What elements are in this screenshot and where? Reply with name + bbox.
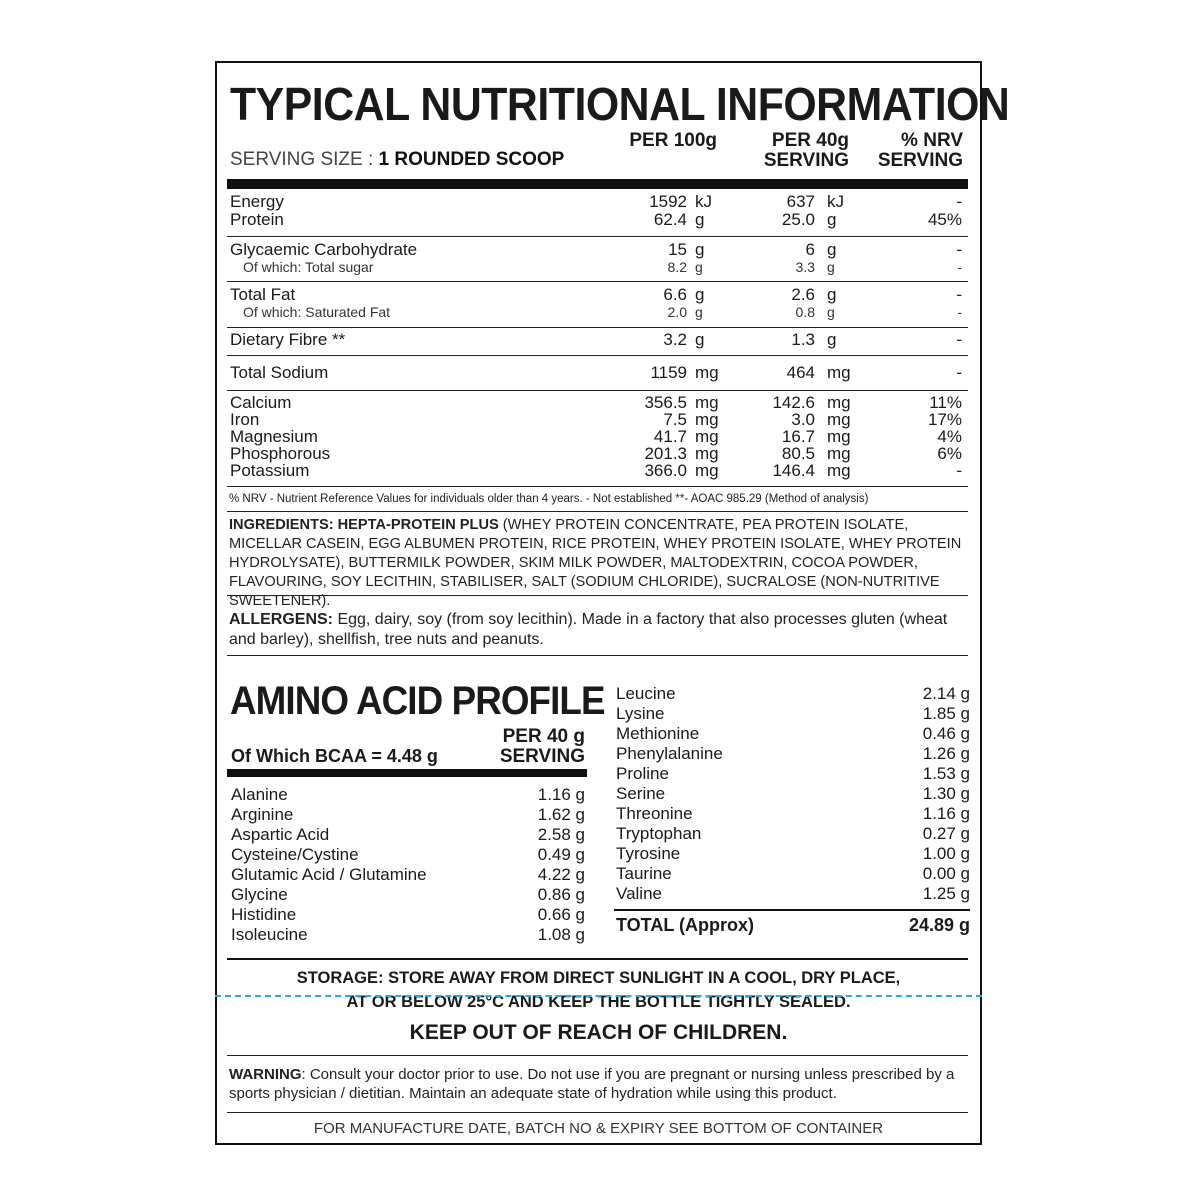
- amino-acid-value: 1.53 g: [922, 764, 970, 783]
- nutrition-nrv-cell: -: [956, 285, 962, 304]
- nutrition-u40-cell: g: [827, 330, 837, 349]
- nutrition-v100-cell: 6.6: [663, 285, 687, 304]
- amino-acid-name: Isoleucine: [231, 925, 308, 944]
- amino-acid-name: Tryptophan: [616, 824, 702, 843]
- serving-size-label: SERVING SIZE :: [230, 149, 374, 170]
- nutrition-u100-cell: mg: [695, 461, 719, 480]
- nutrition-u40-cell: mg: [827, 444, 851, 463]
- divider: [227, 511, 968, 512]
- amino-divider-thick: [227, 769, 587, 777]
- nutrition-v100-cell: 3.2: [663, 330, 687, 349]
- nutrition-nrv-cell: -: [956, 461, 962, 480]
- nutrition-u100-cell: g: [695, 240, 705, 259]
- amino-acid-name: Cysteine/Cystine: [231, 845, 359, 864]
- amino-acid-value: 1.00 g: [922, 844, 970, 863]
- nrv-footnote: % NRV - Nutrient Reference Values for individuals older than 4 years. - Not established **- AOAC 985.29 (Method of analysis): [229, 493, 869, 505]
- nutrition-u100-cell: g: [695, 259, 703, 275]
- nutrition-v100-cell: 41.7: [653, 427, 687, 446]
- nutrition-name-cell: Of which: Saturated Fat: [243, 304, 391, 320]
- divider: [227, 1112, 968, 1113]
- col-per100-header: PER 100g: [629, 130, 717, 151]
- nutrition-u100-cell: mg: [695, 427, 719, 446]
- allergens-text: Egg, dairy, soy (from soy lecithin). Made in a factory that also processes gluten (wheat and barley), shellfish, tree nuts and peanuts.: [229, 611, 948, 648]
- nutrition-v40-cell: 142.6: [772, 393, 815, 412]
- nutrition-name-cell: Magnesium: [230, 427, 318, 446]
- nutrition-v100-cell: 201.3: [644, 444, 687, 463]
- amino-acid-name: Proline: [616, 764, 669, 783]
- amino-acid-value: 0.86 g: [537, 885, 585, 904]
- nutrition-nrv-cell: -: [957, 304, 962, 320]
- header-divider: [227, 179, 968, 189]
- nutrition-name-cell: Iron: [230, 410, 260, 429]
- nutrition-u40-cell: g: [827, 210, 837, 229]
- divider: [227, 236, 968, 237]
- nutrition-u100-cell: mg: [695, 393, 719, 412]
- nutrition-v40-cell: 0.8: [795, 304, 815, 320]
- nutrition-u40-cell: g: [827, 240, 837, 259]
- amino-acid-title: AMINO ACID PROFILE: [230, 679, 605, 723]
- amino-acid-name: Methionine: [616, 724, 700, 743]
- amino-acid-value: 0.00 g: [922, 864, 970, 883]
- nutrition-v100-cell: 2.0: [667, 304, 687, 320]
- nutrition-v40-cell: 637: [786, 192, 815, 211]
- amino-acid-value: 2.14 g: [922, 684, 970, 703]
- nutrition-u40-cell: kJ: [827, 192, 844, 211]
- nutrition-u40-cell: mg: [827, 393, 851, 412]
- nutrition-u40-cell: g: [827, 304, 835, 320]
- col-per40-header-2: SERVING: [763, 150, 849, 171]
- dashed-guide-line: [215, 995, 982, 997]
- bcaa-summary: Of Which BCAA = 4.48 g: [231, 746, 438, 766]
- serving-size-value: 1 ROUNDED SCOOP: [378, 149, 565, 170]
- nutrition-u40-cell: g: [827, 259, 835, 275]
- nutrition-name-cell: Glycaemic Carbohydrate: [230, 240, 418, 259]
- nutrition-v40-cell: 3.0: [791, 410, 815, 429]
- amino-acid-name: Glycine: [231, 885, 288, 904]
- nutrition-v40-cell: 3.3: [795, 259, 815, 275]
- storage-line-1: STORAGE: STORE AWAY FROM DIRECT SUNLIGHT IN A COOL, DRY PLACE,: [296, 969, 901, 987]
- nutrition-v40-cell: 6: [805, 240, 815, 259]
- amino-acid-name: Glutamic Acid / Glutamine: [231, 865, 427, 884]
- amino-acid-value: 1.08 g: [537, 925, 585, 944]
- amino-total-label: TOTAL (Approx): [616, 915, 754, 935]
- divider: [227, 1055, 968, 1056]
- col-nrv-header-2: SERVING: [877, 150, 963, 171]
- nutrition-v40-cell: 16.7: [781, 427, 815, 446]
- nutrition-v40-cell: 2.6: [791, 285, 815, 304]
- amino-acid-value: 1.85 g: [922, 704, 970, 723]
- nutrition-u100-cell: mg: [695, 410, 719, 429]
- nutrition-name-cell: Of which: Total sugar: [243, 259, 374, 275]
- keep-out-of-reach: KEEP OUT OF REACH OF CHILDREN.: [409, 1021, 788, 1044]
- amino-acid-name: Phenylalanine: [616, 744, 723, 763]
- amino-total-divider: [614, 909, 970, 911]
- amino-acid-value: 1.26 g: [922, 744, 970, 763]
- divider: [227, 281, 968, 282]
- divider: [227, 355, 968, 356]
- amino-acid-name: Taurine: [616, 864, 672, 883]
- col-nrv-header-1: % NRV: [901, 130, 963, 151]
- amino-col-header-1: PER 40 g: [502, 726, 585, 747]
- amino-acid-name: Valine: [616, 884, 662, 903]
- nutrition-name-cell: Dietary Fibre **: [230, 330, 346, 349]
- nutrition-nrv-cell: 6%: [937, 444, 962, 463]
- amino-acid-name: Leucine: [616, 684, 676, 703]
- col-per40-header-1: PER 40g: [771, 130, 849, 151]
- nutrition-u100-cell: g: [695, 285, 705, 304]
- amino-acid-value: 1.30 g: [922, 784, 970, 803]
- amino-acid-name: Arginine: [231, 805, 294, 824]
- nutrition-v100-cell: 8.2: [667, 259, 687, 275]
- nutrition-nrv-cell: -: [956, 330, 962, 349]
- nutrition-nrv-cell: 17%: [927, 410, 962, 429]
- nutrition-nrv-cell: 11%: [929, 393, 962, 412]
- allergens-label: ALLERGENS:: [229, 611, 333, 628]
- nutrition-u100-cell: kJ: [695, 192, 712, 211]
- nutrition-v40-cell: 146.4: [772, 461, 815, 480]
- nutrition-v100-cell: 1159: [650, 363, 687, 382]
- nutrition-nrv-cell: -: [956, 363, 962, 382]
- amino-acid-name: Lysine: [616, 704, 665, 723]
- nutrition-name-cell: Calcium: [230, 393, 292, 412]
- amino-acid-name: Threonine: [616, 804, 693, 823]
- amino-acid-name: Tyrosine: [616, 844, 681, 863]
- divider: [227, 958, 968, 960]
- amino-acid-value: 0.49 g: [537, 845, 585, 864]
- ingredients-label: INGREDIENTS: HEPTA-PROTEIN PLUS: [229, 517, 499, 533]
- manufacture-note: FOR MANUFACTURE DATE, BATCH NO & EXPIRY SEE BOTTOM OF CONTAINER: [313, 1120, 884, 1137]
- nutrition-u40-cell: mg: [827, 461, 851, 480]
- nutrition-u40-cell: mg: [827, 427, 851, 446]
- amino-acid-name: Serine: [616, 784, 666, 803]
- amino-acid-name: Aspartic Acid: [231, 825, 330, 844]
- warning-text: : Consult your doctor prior to use. Do not use if you are pregnant or nursing unless prescribed by a sports physician / dietitian. Maintain an adequate state of hydration while using this product.: [229, 1066, 955, 1102]
- amino-acid-value: 1.16 g: [537, 785, 585, 804]
- divider: [227, 327, 968, 328]
- nutrition-v100-cell: 366.0: [644, 461, 687, 480]
- nutrition-v40-cell: 80.5: [781, 444, 815, 463]
- nutrition-u40-cell: mg: [827, 410, 851, 429]
- amino-acid-value: 4.22 g: [537, 865, 585, 884]
- nutrition-nrv-cell: -: [957, 259, 962, 275]
- label-title: TYPICAL NUTRITIONAL INFORMATION: [230, 78, 1010, 130]
- nutrition-u100-cell: g: [695, 304, 703, 320]
- nutrition-u100-cell: mg: [695, 363, 719, 382]
- serving-size: [230, 149, 564, 171]
- amino-acid-name: Alanine: [231, 785, 288, 804]
- nutrition-name-cell: Potassium: [230, 461, 310, 480]
- nutrition-u40-cell: mg: [827, 363, 851, 382]
- amino-acid-value: 0.27 g: [922, 824, 970, 843]
- nutrition-nrv-cell: -: [956, 192, 962, 211]
- amino-acid-name: Histidine: [231, 905, 297, 924]
- amino-acid-value: 1.62 g: [537, 805, 585, 824]
- nutrition-name-cell: Protein: [230, 210, 284, 229]
- amino-acid-value: 0.66 g: [537, 905, 585, 924]
- nutrition-nrv-cell: 4%: [937, 427, 962, 446]
- nutrition-name-cell: Total Fat: [230, 285, 296, 304]
- amino-acid-value: 1.25 g: [922, 884, 970, 903]
- nutrition-u100-cell: mg: [695, 444, 719, 463]
- nutrition-label-panel: [215, 61, 1010, 1145]
- amino-acid-value: 2.58 g: [537, 825, 585, 844]
- amino-total-value: 24.89 g: [908, 915, 970, 935]
- nutrition-name-cell: Total Sodium: [230, 363, 329, 382]
- nutrition-v40-cell: 25.0: [781, 210, 815, 229]
- nutrition-name-cell: Energy: [230, 192, 284, 211]
- nutrition-u100-cell: g: [695, 330, 705, 349]
- nutrition-v40-cell: 1.3: [791, 330, 815, 349]
- nutrition-u100-cell: g: [695, 210, 705, 229]
- nutrition-v100-cell: 15: [668, 240, 687, 259]
- nutrition-name-cell: Phosphorous: [230, 444, 331, 463]
- warning: [229, 1065, 971, 1103]
- amino-acid-value: 1.16 g: [922, 804, 970, 823]
- nutrition-u40-cell: g: [827, 285, 837, 304]
- warning-label: WARNING: [229, 1066, 302, 1083]
- nutrition-v40-cell: 464: [786, 363, 815, 382]
- divider: [227, 486, 968, 487]
- ingredients: [229, 516, 971, 611]
- amino-col-header-2: SERVING: [499, 746, 585, 767]
- divider: [227, 655, 968, 656]
- nutrition-v100-cell: 1592: [649, 192, 687, 211]
- ingredients-text: (WHEY PROTEIN CONCENTRATE, PEA PROTEIN ISOLATE, MICELLAR CASEIN, EGG ALBUMEN PROTEIN, RICE PROTEIN, WHEY PROTEIN ISOLATE, WHEY PROTEIN HYDROLYSATE), BUTTERMILK POWDER, SKIM MILK POWDER, MALTODEXTRIN, COCOA POWDER, FLAVOURING, SOY LECITHIN, STABILISER, SALT (SODIUM CHLORIDE), SUCRALOSE (NON-NUTRITIVE SWEETENER).: [229, 517, 962, 609]
- storage-line-2: AT OR BELOW 25°C AND KEEP THE BOTTLE TIGHTLY SEALED.: [346, 993, 851, 1011]
- nutrition-v100-cell: 7.5: [663, 410, 687, 429]
- nutrition-v100-cell: 356.5: [644, 393, 687, 412]
- divider: [227, 390, 968, 391]
- nutrition-nrv-cell: 45%: [927, 210, 962, 229]
- nutrition-v100-cell: 62.4: [653, 210, 687, 229]
- nutrition-nrv-cell: -: [956, 240, 962, 259]
- amino-acid-value: 0.46 g: [922, 724, 970, 743]
- allergens: [229, 610, 971, 650]
